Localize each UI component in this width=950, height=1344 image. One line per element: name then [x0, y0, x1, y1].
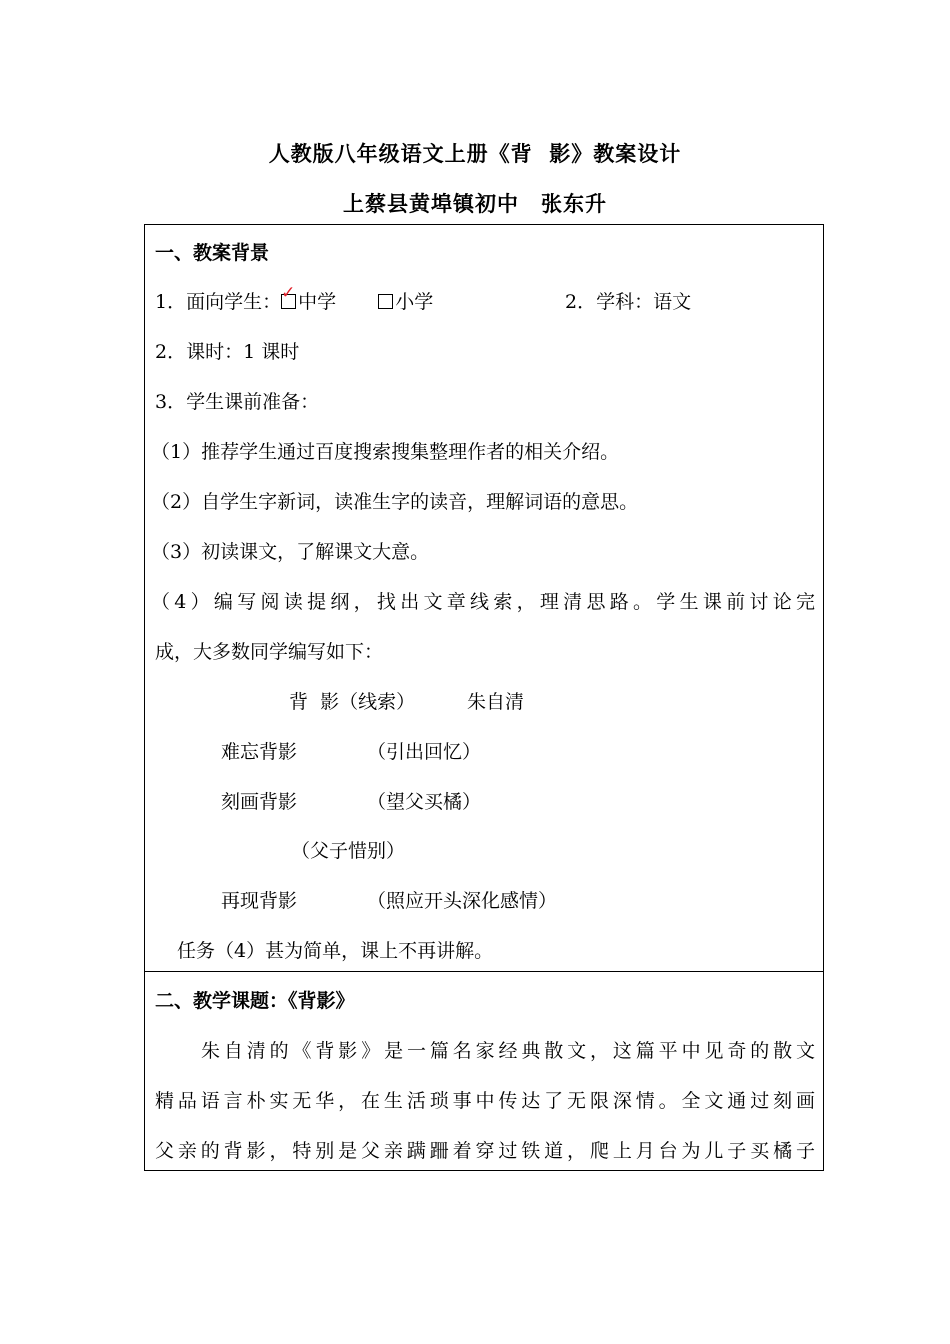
subject-label: 2．学科：语文: [565, 291, 692, 313]
school-name: 上蔡县黄埠镇初中: [343, 192, 519, 216]
middle-school-label: 中学: [298, 291, 337, 313]
document-subtitle: [0, 188, 950, 218]
outline-author: 朱自清: [467, 691, 525, 713]
outline-title: 背 影（线索）: [289, 691, 416, 713]
prep-label: 3．学生课前准备：: [155, 391, 320, 413]
section2-line-3: 父亲的背影，特别是父亲蹒跚着穿过铁道，爬上月台为儿子买橘子: [155, 1140, 815, 1162]
section1-heading: 一、教案背景: [155, 242, 270, 264]
lesson-plan-table: [144, 224, 824, 1171]
author-name: 张东升: [541, 192, 607, 216]
outline-row4-left: 再现背影: [221, 890, 298, 912]
primary-school-checkbox[interactable]: [378, 294, 393, 309]
middle-school-checkbox[interactable]: [281, 283, 296, 309]
section2-line-1: 朱自清的《背影》是一篇名家经典散文，这篇平中见奇的散文: [201, 1040, 815, 1062]
outline-row2-right: （望父买橘）: [367, 791, 482, 813]
period-label: 2．课时：1 课时: [155, 341, 300, 363]
outline-row3: （父子惜别）: [291, 840, 406, 862]
prep-item-3: （3）初读课文，了解课文大意。: [151, 541, 430, 563]
prep-item-2: （2）自学生字新词，读准生字的读音，理解词语的意思。: [151, 491, 639, 513]
prep-item-4: （4）编写阅读提纲，找出文章线索，理清思路。学生课前讨论完: [151, 591, 815, 613]
section-divider: [145, 971, 823, 972]
task-note: 任务（4）甚为简单，课上不再讲解。: [177, 940, 494, 962]
outline-row1-right: （引出回忆）: [367, 741, 482, 763]
prep-item-4-cont: 成，大多数同学编写如下：: [155, 641, 384, 663]
audience-label: 1．面向学生：: [155, 291, 282, 313]
prep-item-1: （1）推荐学生通过百度搜索搜集整理作者的相关介绍。: [151, 441, 620, 463]
outline-row4-right: （照应开头深化感情）: [367, 890, 558, 912]
document-title: 人教版八年级语文上册《背 影》教案设计: [268, 142, 682, 166]
section2-heading: 二、教学课题：《背影》: [155, 990, 355, 1012]
outline-row2-left: 刻画背影: [221, 791, 298, 813]
primary-school-label: 小学: [395, 291, 434, 313]
outline-row1-left: 难忘背影: [221, 741, 298, 763]
checkmark-icon: ✓: [281, 283, 296, 303]
audience-row: [155, 283, 434, 314]
section2-line-2: 精品语言朴实无华，在生活琐事中传达了无限深情。全文通过刻画: [155, 1090, 815, 1112]
